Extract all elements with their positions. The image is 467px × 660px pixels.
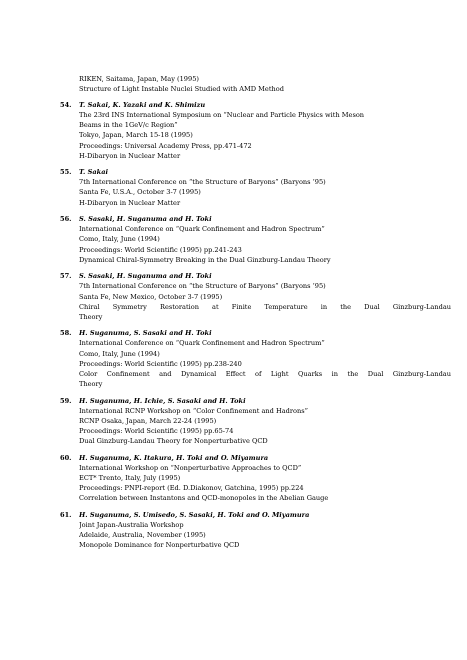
reference-detail-line: Santa Fe, U.S.A., October 3-7 (1995) — [79, 188, 201, 197]
reference-detail-line: Color Confinement and Dynamical Effect of Light Quarks in the Dual Ginzburg-Landau — [79, 370, 451, 379]
reference-detail-line: Theory — [79, 312, 103, 321]
reference-detail-line: Proceedings: Universal Academy Press, pp.471-472 — [79, 141, 252, 150]
reference-detail-line: 7th International Conference on “the Structure of Baryons” (Baryons ’95) — [79, 178, 326, 187]
reference-detail-line: Dual Ginzburg-Landau Theory for Nonperturbative QCD — [79, 437, 268, 446]
reference-detail-line: Como, Italy, June (1994) — [79, 235, 160, 244]
reference-authors: T. Sakai — [79, 168, 109, 177]
reference-authors: T. Sakai, K. Yazaki and K. Shimizu — [79, 100, 206, 109]
reference-detail-line: Adelaide, Australia, November (1995) — [79, 531, 206, 540]
reference-number: 55. — [60, 168, 72, 177]
intro-line: RIKEN, Saitama, Japan, May (1995) — [79, 75, 199, 83]
reference-detail-line: RCNP Osaka, Japan, March 22-24 (1995) — [79, 416, 217, 425]
reference-entry — [60, 100, 451, 161]
reference-number: 58. — [60, 329, 72, 338]
reference-list — [60, 74, 451, 557]
reference-number: 56. — [60, 215, 72, 224]
reference-authors: H. Suganuma, H. Ichie, S. Sasaki and H. Toki — [79, 396, 246, 405]
reference-detail-line: Proceedings: PNPI-report (Ed. D.Diakonov, Gatchina, 1995) pp.224 — [79, 484, 304, 493]
reference-detail-line: Theory — [79, 380, 103, 389]
reference-detail-line: International Conference on “Quark Confinement and Hadron Spectrum” — [79, 339, 325, 348]
reference-entry — [60, 396, 451, 447]
reference-detail-line: Como, Italy, June (1994) — [79, 349, 160, 358]
intro-line: Structure of Light Instable Nuclei Studied with AMD Method — [79, 85, 284, 94]
previous-entry-continuation — [79, 74, 451, 94]
reference-detail-line: Proceedings: World Scientific (1995) pp.238-240 — [79, 359, 242, 368]
reference-detail-line: Santa Fe, New Mexico, October 3-7 (1995) — [79, 292, 223, 301]
reference-detail-line: International Conference on “Quark Confinement and Hadron Spectrum” — [79, 225, 325, 234]
reference-detail-line: H-Dibaryon in Nuclear Matter — [79, 198, 181, 207]
reference-detail-line: Chiral Symmetry Restoration at Finite Temperature in the Dual Ginzburg-Landau — [79, 302, 451, 311]
reference-entry — [60, 214, 451, 265]
reference-number: 54. — [60, 100, 72, 109]
reference-entry — [60, 167, 451, 208]
reference-entry — [60, 328, 451, 389]
reference-detail-line: International Workshop on “Nonperturbative Approaches to QCD” — [79, 463, 302, 472]
reference-detail-line: Beams in the 1GeV/c Region” — [79, 121, 178, 130]
reference-detail-line: ECT* Trento, Italy, July (1995) — [79, 474, 181, 483]
reference-authors: S. Sasaki, H. Suganuma and H. Toki — [79, 272, 212, 281]
reference-entry — [60, 510, 451, 551]
reference-detail-line: International RCNP Workshop on “Color Confinement and Hadrons” — [79, 406, 309, 415]
reference-authors: H. Suganuma, S. Umisedo, S. Sasaki, H. Toki and O. Miyamura — [79, 510, 310, 519]
reference-detail-line: Proceedings: World Scientific (1995) pp.65-74 — [79, 427, 234, 436]
reference-number: 60. — [60, 453, 72, 462]
reference-detail-line: Monopole Dominance for Nonperturbative QCD — [79, 541, 240, 550]
reference-detail-line: The 23rd INS International Symposium on “Nuclear and Particle Physics with Meson — [79, 110, 365, 119]
reference-number: 59. — [60, 396, 72, 405]
reference-detail-line: Joint Japan-Australia Workshop — [79, 521, 184, 530]
reference-authors: H. Suganuma, S. Sasaki and H. Toki — [79, 329, 212, 338]
reference-detail-line: H-Dibaryon in Nuclear Matter — [79, 151, 181, 160]
reference-number: 61. — [60, 510, 72, 519]
reference-detail-line: Proceedings: World Scientific (1995) pp.241-243 — [79, 245, 242, 254]
reference-detail-line: 7th International Conference on “the Structure of Baryons” (Baryons ’95) — [79, 282, 326, 291]
reference-detail-line: Dynamical Chiral-Symmetry Breaking in the Dual Ginzburg-Landau Theory — [79, 255, 331, 264]
reference-detail-line: Tokyo, Japan, March 15-18 (1995) — [79, 131, 193, 140]
reference-entry — [60, 271, 451, 322]
reference-authors: S. Sasaki, H. Suganuma and H. Toki — [79, 215, 212, 224]
reference-entry — [60, 453, 451, 504]
reference-authors: H. Suganuma, K. Itakura, H. Toki and O. Miyamura — [79, 453, 269, 462]
reference-detail-line: Correlation between Instantons and QCD-monopoles in the Abelian Gauge — [79, 494, 329, 503]
reference-number: 57. — [60, 272, 72, 281]
